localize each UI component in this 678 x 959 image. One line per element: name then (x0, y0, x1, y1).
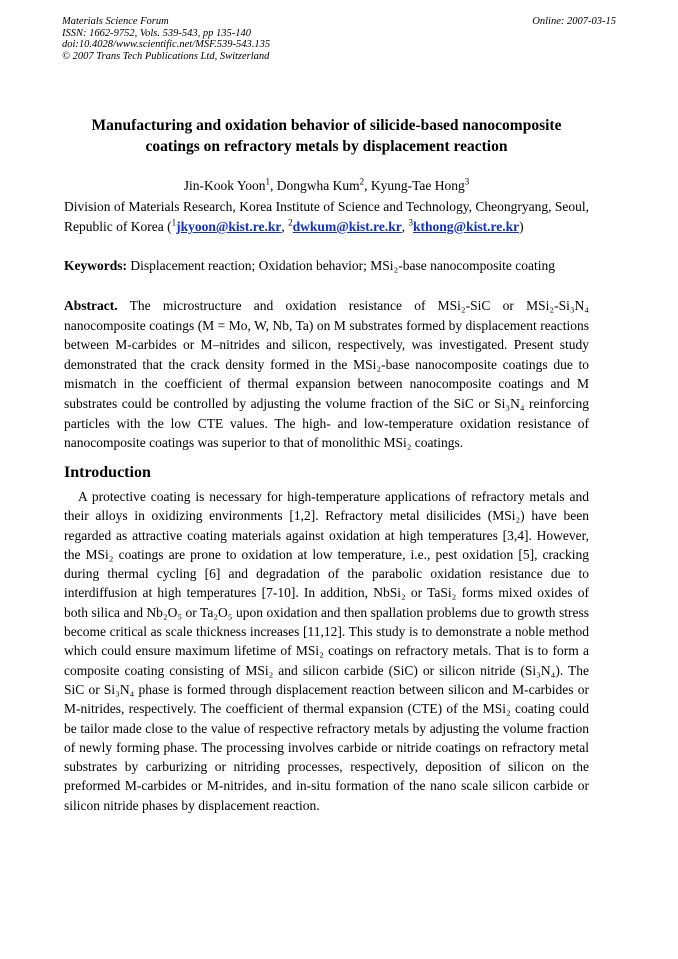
paper-title: Manufacturing and oxidation behavior of silicide-based nanocomposite coatings on refractory metals by displacement reaction (91, 117, 562, 155)
doi-line: doi:10.4028/www.scientific.net/MSF.539-543.135 (62, 39, 271, 50)
journal-header (62, 16, 270, 62)
keywords (64, 257, 589, 275)
keywords-label: Keywords: (64, 258, 127, 273)
affiliation-text: Division of Materials Research, Korea Institute of Science and Technology, Cheongryang, Seoul, Republic of Korea ( (64, 199, 589, 234)
affiliation: Division of Materials Research, Korea Institute of Science and Technology, Cheongryang, Seoul, Republic of Korea ($^1$jkyoon@kist.re.kr, $^2$dwkum@kist.re.kr, $^3$kthong@kist.re.kr) (64, 199, 589, 234)
issn-line: ISSN: 1662-9752, Vols. 539-543, pp 135-140 (62, 27, 251, 39)
author-sup: 2 (359, 176, 365, 187)
email-link[interactable]: jkyoon@kist.re.kr (176, 219, 282, 234)
affiliation-close: ) (519, 219, 524, 234)
copyright-line: © 2007 Trans Tech Publications Ltd, Switzerland (62, 50, 270, 62)
author-list: Jin-Kook Yoon$^1$, Dongwha Kum$^2$, Kyung-Tae Hong$^3$ (183, 176, 470, 193)
author-name: Jin-Kook Yoon (183, 178, 266, 193)
keywords-text: Displacement reaction; Oxidation behavior; MSi₂-base nanocomposite coating (130, 258, 555, 273)
author-name: Kyung-Tae Hong (370, 178, 465, 193)
author-sup: 3 (464, 176, 470, 187)
email-sup: 3 (408, 217, 413, 228)
introduction-heading: Introduction (64, 464, 151, 481)
email-sup: 1 (171, 217, 177, 228)
email-link[interactable]: dwkum@kist.re.kr (292, 219, 402, 234)
email-sup: 2 (288, 217, 293, 228)
email-link[interactable]: kthong@kist.re.kr (413, 219, 520, 234)
abstract-text: The microstructure and oxidation resistance of MSi₂-SiC or MSi₂-Si₃N₄ nanocomposite coatings (M = Mo, W, Nb, Ta) on M substrates formed by displacement reactions between M-carbides or M–nitrides and silicon, respectively, was investigated. Present study demonstrated that the crack density formed in the MSi₂-base nanocomposite coatings due to mismatch in the coefficient of thermal expansion between nanocomposite coatings and M substrates could be controlled by adjusting the volume fraction of the SiC or Si₃N₄ reinforcing particles with the low CTE values. The high- and low-temperature oxidation resistance of nanocomposite coatings was superior to that of monolithic MSi₂ coatings. (64, 298, 589, 451)
abstract (64, 296, 589, 453)
online-date: Online: 2007-03-15 (532, 16, 616, 27)
abstract-label: Abstract. (64, 298, 118, 313)
author-name: Dongwha Kum (276, 178, 360, 193)
introduction-paragraph: A protective coating is necessary for high-temperature applications of refractory metals and their alloys in oxidizing environments [1,2]. Refractory metal disilicides (MSi₂) have been regarded as attractive coating materials against oxidation at high temperatures [3,4]. However, the MSi₂ coatings are prone to oxidation at low temperature, i.e., pest oxidation [5], cracking during thermal cycling [6] and degradation of the parabolic oxidation resistance due to interdiffusion at high temperatures [7-10]. In addition, NbSi₂ or TaSi₂ forms mixed oxides of both silica and Nb₂O₅ or Ta₂O₅ upon oxidation and then spallation problems due to growth stress become critical as scale thickness increases [11,12]. This study is to demonstrate a noble method which could ensure maximum lifetime of MSi₂ coatings on refractory metals. That is to form a composite coating consisting of MSi₂ and silicon carbide (SiC) or silicon nitride (Si₃N₄). The SiC or Si₃N₄ phase is formed through displacement reaction between silicon and M-carbides or M-nitrides, respectively. The coefficient of thermal expansion (CTE) of the MSi₂ coating could be tailor made close to the value of respective refractory metals by adjusting the volume fraction of newly forming phase. The processing involves carbide or nitride coatings on refractory metal substrates by carburizing or nitriding processes, respectively, deposition of silicon on the preformed M-carbides or M-nitrides, and in-situ formation of the nano scale silicon carbide or silicon nitride phases by displacement reaction. (64, 489, 589, 813)
journal-name: Materials Science Forum (62, 16, 169, 27)
author-sup: 1 (265, 176, 270, 187)
